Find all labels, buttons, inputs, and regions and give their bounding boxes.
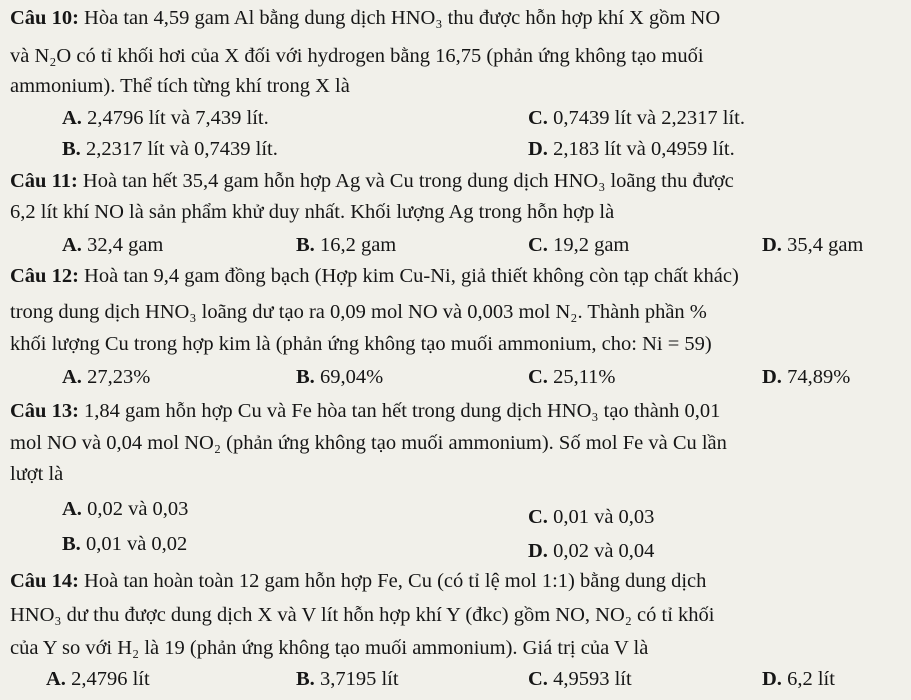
question-11-line-1 xyxy=(10,168,734,194)
question-14-line-1 xyxy=(10,568,706,594)
question-11-line-2: 6,2 lít khí NO là sản phẩm khử duy nhất. Khối lượng Ag trong hỗn hợp là xyxy=(10,201,615,223)
option-key: C. xyxy=(528,506,548,528)
option-text: 74,89% xyxy=(787,366,851,388)
option-text: 69,04% xyxy=(319,366,384,388)
option-key: B. xyxy=(62,533,81,555)
question-13-line-1 xyxy=(10,398,720,424)
option-text: 16,2 gam xyxy=(319,234,397,256)
option-key: D. xyxy=(762,668,782,690)
option-text: 2,2317 lít và 0,7439 lít. xyxy=(85,138,278,160)
option-key: A. xyxy=(62,234,82,256)
option-text: 0,7439 lít và 2,2317 lít. xyxy=(553,107,745,129)
question-10-line-2: và N₂O có tỉ khối hơi của X đối với hydrogen bằng 16,75 (phản ứng không tạo muối xyxy=(10,45,704,67)
option-text: 35,4 gam xyxy=(787,234,864,256)
question-10-line-1 xyxy=(10,5,720,31)
question-12-line-3: khối lượng Cu trong hợp kim là (phản ứng không tạo muối ammonium, cho: Ni = 59) xyxy=(10,333,712,355)
question-14-label: Câu 14: xyxy=(10,570,79,592)
question-11-option-c[interactable] xyxy=(528,232,629,258)
option-key: A. xyxy=(46,668,66,690)
question-13-line-3: lượt là xyxy=(10,463,64,485)
option-key: B. xyxy=(62,138,81,160)
question-13-label: Câu 13: xyxy=(10,400,79,422)
question-12-text-1: Hoà tan 9,4 gam đồng bạch (Hợp kim Cu-Ni, giả thiết không còn tạp chất khác) xyxy=(84,265,739,287)
question-12-option-c[interactable] xyxy=(528,364,616,390)
option-text: 25,11% xyxy=(553,366,616,388)
question-13-option-a[interactable] xyxy=(62,496,188,522)
option-text: 0,02 và 0,04 xyxy=(553,540,655,562)
question-13-option-c[interactable] xyxy=(528,504,654,530)
question-10-option-c[interactable] xyxy=(528,105,745,131)
question-11-option-d[interactable] xyxy=(762,232,863,258)
option-key: B. xyxy=(296,366,315,388)
option-key: D. xyxy=(528,540,548,562)
question-13-line-2: mol NO và 0,04 mol NO₂ (phản ứng không tạo muối ammonium). Số mol Fe và Cu lần xyxy=(10,432,727,454)
question-13-text-1: 1,84 gam hỗn hợp Cu và Fe hòa tan hết trong dung dịch HNO₃ tạo thành 0,01 xyxy=(84,400,721,422)
question-14-line-3: của Y so với H₂ là 19 (phản ứng không tạo muối ammonium). Giá trị của V là xyxy=(10,637,649,659)
option-text: 6,2 lít xyxy=(787,668,835,690)
option-text: 32,4 gam xyxy=(87,234,164,256)
option-text: 2,4796 lít xyxy=(71,668,150,690)
question-14-text-1: Hoà tan hoàn toàn 12 gam hỗn hợp Fe, Cu (có tỉ lệ mol 1:1) bằng dung dịch xyxy=(84,570,707,592)
question-11-label: Câu 11: xyxy=(10,170,78,192)
question-12-line-2: trong dung dịch HNO₃ loãng dư tạo ra 0,09 mol NO và 0,003 mol N₂. Thành phần % xyxy=(10,301,707,323)
option-text: 4,9593 lít xyxy=(553,668,632,690)
question-10-label: Câu 10: xyxy=(10,7,79,29)
question-10-option-d[interactable] xyxy=(528,136,735,162)
option-key: C. xyxy=(528,668,548,690)
question-10-option-b[interactable] xyxy=(62,136,278,162)
question-11-option-a[interactable] xyxy=(62,232,163,258)
question-13-option-d[interactable] xyxy=(528,538,654,564)
question-14-option-d[interactable] xyxy=(762,666,835,692)
option-key: C. xyxy=(528,234,548,256)
option-text: 2,4796 lít và 7,439 lít. xyxy=(87,107,269,129)
question-14-line-2: HNO₃ dư thu được dung dịch X và V lít hỗn hợp khí Y (đkc) gồm NO, NO₂ có tỉ khối xyxy=(10,604,715,626)
question-12-label: Câu 12: xyxy=(10,265,79,287)
option-text: 0,01 và 0,03 xyxy=(553,506,655,528)
question-12-option-b[interactable] xyxy=(296,364,383,390)
question-14-option-a[interactable] xyxy=(46,666,150,692)
option-key: C. xyxy=(528,366,548,388)
option-text: 3,7195 lít xyxy=(319,668,399,690)
question-14-option-c[interactable] xyxy=(528,666,632,692)
question-11-text-1: Hoà tan hết 35,4 gam hỗn hợp Ag và Cu trong dung dịch HNO₃ loãng thu được xyxy=(82,170,734,192)
option-key: C. xyxy=(528,107,548,129)
option-text: 0,02 và 0,03 xyxy=(87,498,189,520)
option-key: D. xyxy=(762,234,782,256)
option-key: B. xyxy=(296,234,315,256)
option-text: 27,23% xyxy=(87,366,151,388)
option-text: 2,183 lít và 0,4959 lít. xyxy=(553,138,735,160)
option-key: D. xyxy=(528,138,548,160)
option-key: A. xyxy=(62,498,82,520)
option-text: 19,2 gam xyxy=(553,234,630,256)
question-12-option-a[interactable] xyxy=(62,364,150,390)
option-key: A. xyxy=(62,366,82,388)
question-10-text-1: Hòa tan 4,59 gam Al bằng dung dịch HNO₃ thu được hỗn hợp khí X gồm NO xyxy=(84,7,721,29)
option-key: A. xyxy=(62,107,82,129)
option-key: B. xyxy=(296,668,315,690)
question-11-option-b[interactable] xyxy=(296,232,396,258)
question-10-line-3: ammonium). Thể tích từng khí trong X là xyxy=(10,75,350,97)
question-12-line-1 xyxy=(10,263,739,289)
question-10-option-a[interactable] xyxy=(62,105,269,131)
option-text: 0,01 và 0,02 xyxy=(85,533,188,555)
question-14-option-b[interactable] xyxy=(296,666,399,692)
question-12-option-d[interactable] xyxy=(762,364,850,390)
question-13-option-b[interactable] xyxy=(62,531,187,557)
option-key: D. xyxy=(762,366,782,388)
